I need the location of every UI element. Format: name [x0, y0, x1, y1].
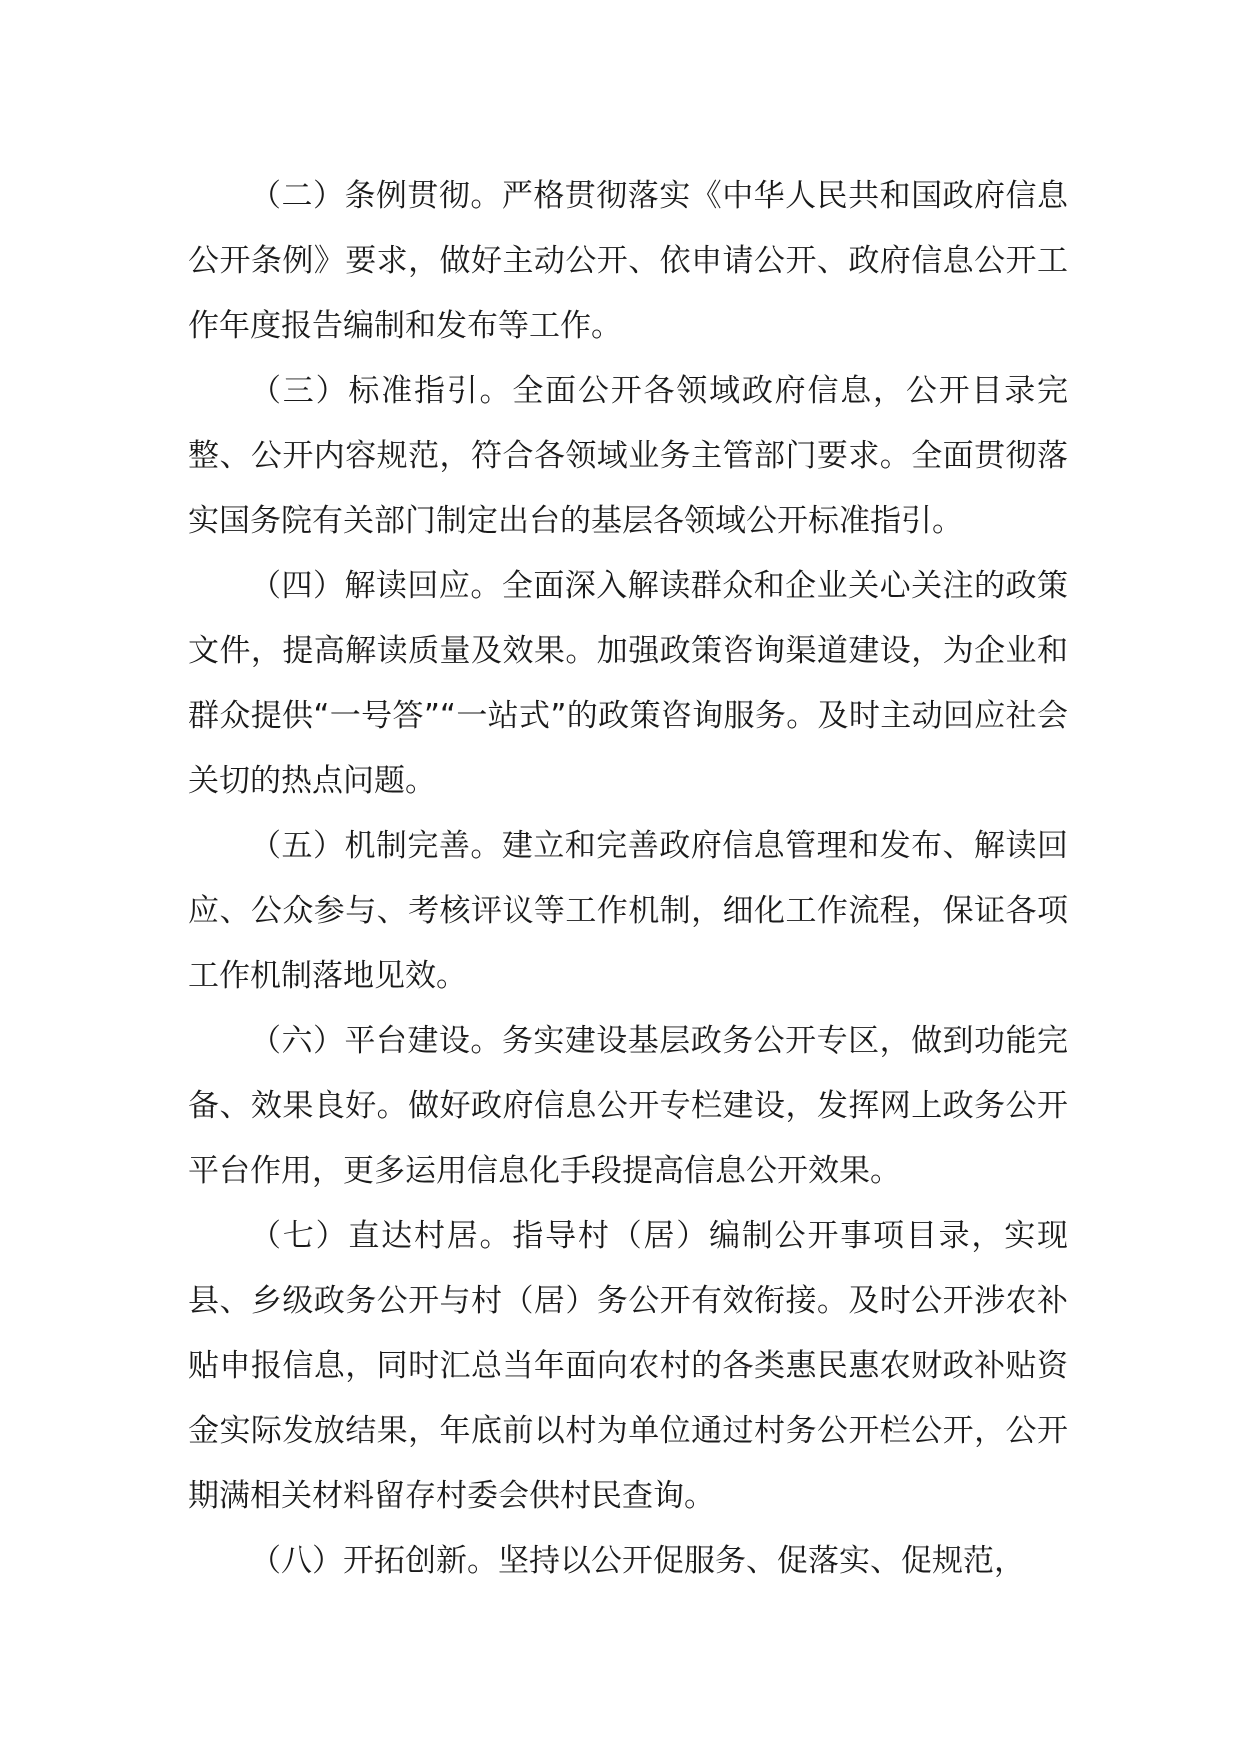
paragraph-interpretation-response: （四）解读回应。全面深入解读群众和企业关心关注的政策文件，提高解读质量及效果。加强政策咨询渠道建设，为企业和群众提供“一号答”“一站式”的政策咨询服务。及时主动回应社会关切的热点问题。 — [188, 568, 1068, 799]
paragraph-regulation-implementation: （二）条例贯彻。严格贯彻落实《中华人民共和国政府信息公开条例》要求，做好主动公开、依申请公开、政府信息公开工作年度报告编制和发布等工作。 — [188, 178, 1068, 344]
paragraph-platform-construction: （六）平台建设。务实建设基层政务公开专区，做到功能完备、效果良好。做好政府信息公开专栏建设，发挥网上政务公开平台作用，更多运用信息化手段提高信息公开效果。 — [188, 1023, 1068, 1189]
document-body — [188, 164, 1068, 1594]
paragraph-village-reach: （七）直达村居。指导村（居）编制公开事项目录，实现县、乡级政务公开与村（居）务公开有效衔接。及时公开涉农补贴申报信息，同时汇总当年面向农村的各类惠民惠农财政补贴资金实际发放结果，年底前以村为单位通过村务公开栏公开，公开期满相关材料留存村委会供村民查询。 — [188, 1218, 1068, 1514]
paragraph-standard-guidance: （三）标准指引。全面公开各领域政府信息，公开目录完整、公开内容规范，符合各领域业务主管部门要求。全面贯彻落实国务院有关部门制定出台的基层各领域公开标准指引。 — [188, 373, 1068, 539]
paragraph-innovation: （八）开拓创新。坚持以公开促服务、促落实、促规范， — [250, 1543, 1025, 1579]
paragraph-mechanism-improvement: （五）机制完善。建立和完善政府信息管理和发布、解读回应、公众参与、考核评议等工作机制，细化工作流程，保证各项工作机制落地见效。 — [188, 828, 1068, 994]
